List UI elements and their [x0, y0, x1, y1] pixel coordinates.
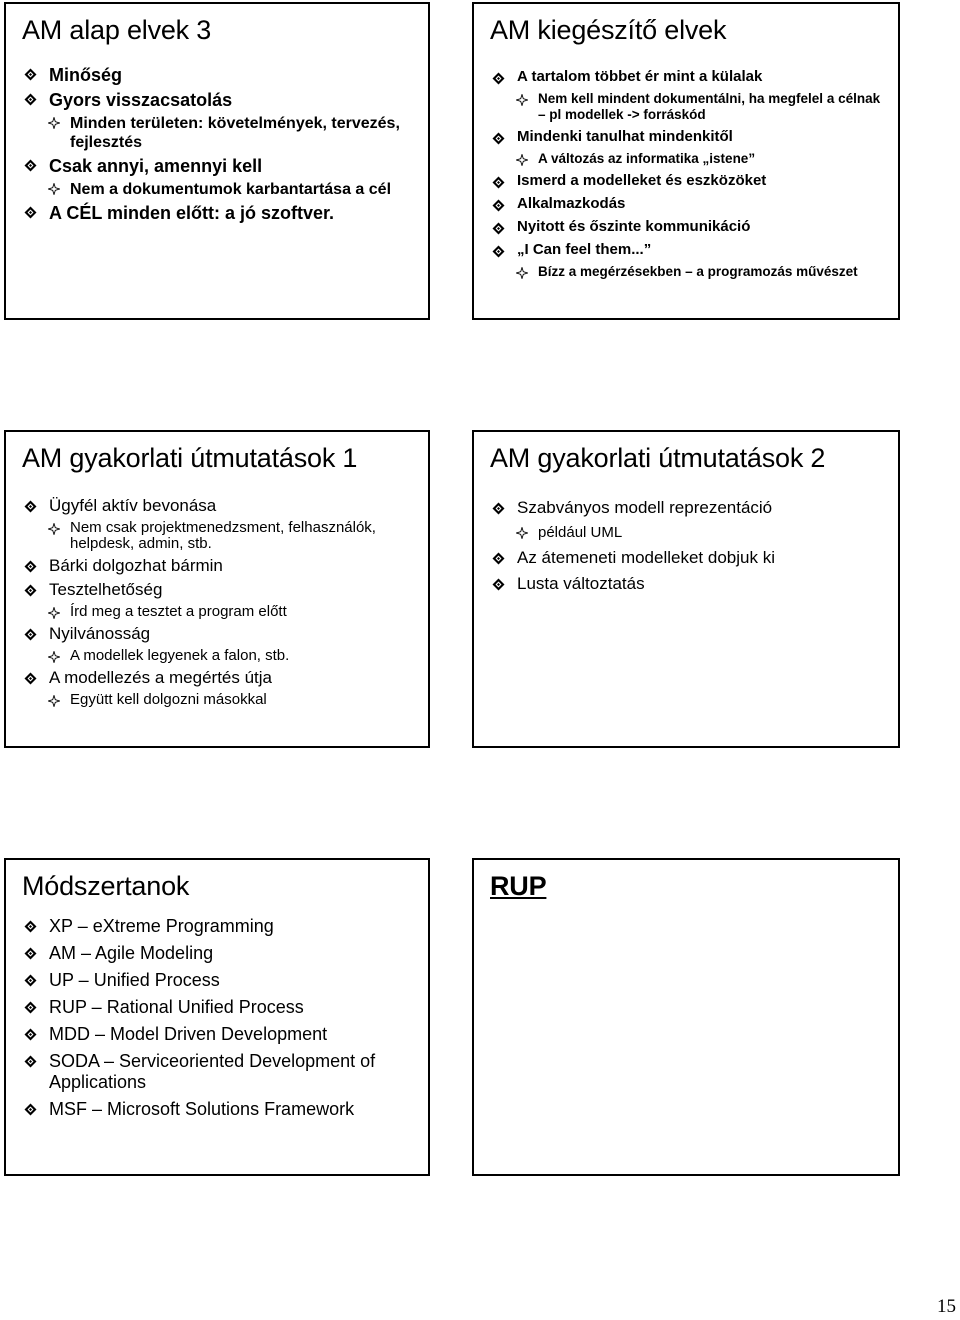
- diamond-bullet-icon: [492, 245, 505, 258]
- slide-am-gyakorlati-utmutatasok-1: [4, 430, 430, 748]
- bullet-item: [490, 195, 884, 213]
- bullet-text: RUP – Rational Unified Process: [49, 997, 304, 1017]
- slide-title: AM alap elvek 3: [22, 15, 212, 45]
- bullet-text: A modellek legyenek a falon, stb.: [70, 647, 290, 664]
- bullet-item: [22, 580, 414, 600]
- bullet-item: [22, 64, 414, 86]
- bullet-text: AM – Agile Modeling: [49, 943, 214, 963]
- bullet-text: Bárki dolgozhat bármin: [49, 556, 223, 575]
- bullet-text: Nem csak projektmenedzsment, felhasználók, helpdesk, admin, stb.: [70, 519, 376, 552]
- diamond-bullet-icon: [24, 947, 37, 960]
- slide-title: AM gyakorlati útmutatások 2: [490, 443, 826, 473]
- diamond-bullet-icon: [24, 672, 37, 685]
- bullet-list: [22, 496, 414, 708]
- diamond-bullet-icon: [24, 628, 37, 641]
- bullet-item: [22, 1051, 414, 1093]
- bullet-text: SODA – Serviceoriented Development of Applications: [49, 1051, 376, 1092]
- bullet-text: A változás az informatika „istene”: [538, 151, 756, 166]
- bullet-text: Ügyfél aktív bevonása: [49, 496, 217, 515]
- bullet-text: A CÉL minden előtt: a jó szoftver.: [49, 203, 335, 223]
- bullet-text: Nyitott és őszinte kommunikáció: [517, 218, 751, 235]
- slide-modszertanok: [4, 858, 430, 1176]
- bullet-text: Gyors visszacsatolás: [49, 90, 233, 110]
- slide-am-alap-elvek-3: [4, 2, 430, 320]
- star-bullet-icon: [48, 523, 60, 535]
- diamond-bullet-icon: [24, 1001, 37, 1014]
- bullet-text: Alkalmazkodás: [517, 195, 626, 212]
- diamond-bullet-icon: [492, 502, 505, 515]
- diamond-bullet-icon: [24, 560, 37, 573]
- sub-bullet-item: [22, 604, 414, 620]
- bullet-item: [22, 997, 414, 1018]
- diamond-bullet-icon: [492, 132, 505, 145]
- diamond-bullet-icon: [24, 93, 37, 106]
- diamond-bullet-icon: [492, 552, 505, 565]
- bullet-item: [22, 943, 414, 964]
- diamond-bullet-icon: [24, 1028, 37, 1041]
- star-bullet-icon: [516, 94, 528, 106]
- bullet-list: [22, 64, 414, 224]
- sub-bullet-item: [490, 524, 884, 542]
- bullet-item: [22, 970, 414, 991]
- sub-bullet-item: [490, 91, 884, 123]
- bullet-list: [22, 916, 414, 1120]
- bullet-text: Az átemeneti modelleket dobjuk ki: [517, 548, 775, 567]
- slide-title: AM gyakorlati útmutatások 1: [22, 443, 358, 473]
- bullet-text: Minőség: [49, 65, 123, 85]
- slide-am-kiegeszito-elvek: [472, 2, 900, 320]
- bullet-text: XP – eXtreme Programming: [49, 916, 274, 936]
- sub-bullet-item: [22, 114, 414, 152]
- diamond-bullet-icon: [24, 1055, 37, 1068]
- slide-title: AM kiegészítő elvek: [490, 15, 727, 45]
- diamond-bullet-icon: [492, 72, 505, 85]
- bullet-item: [490, 241, 884, 259]
- star-bullet-icon: [516, 154, 528, 166]
- bullet-item: [490, 574, 884, 594]
- slide-am-gyakorlati-utmutatasok-2: [472, 430, 900, 748]
- bullet-item: [22, 202, 414, 224]
- star-bullet-icon: [516, 527, 528, 539]
- diamond-bullet-icon: [24, 206, 37, 219]
- bullet-item: [22, 496, 414, 516]
- diamond-bullet-icon: [492, 199, 505, 212]
- bullet-item: [22, 89, 414, 111]
- bullet-text: Írd meg a tesztet a program előtt: [70, 603, 287, 620]
- bullet-text: „I Can feel them...”: [517, 241, 652, 258]
- bullet-text: Csak annyi, amennyi kell: [49, 156, 263, 176]
- bullet-text: MDD – Model Driven Development: [49, 1024, 328, 1044]
- diamond-bullet-icon: [24, 974, 37, 987]
- bullet-item: [22, 1024, 414, 1045]
- bullet-item: [490, 172, 884, 190]
- bullet-text: Lusta változtatás: [517, 574, 645, 593]
- bullet-text: Bízz a megérzésekben – a programozás művészet: [538, 264, 858, 279]
- star-bullet-icon: [48, 651, 60, 663]
- diamond-bullet-icon: [492, 222, 505, 235]
- star-bullet-icon: [516, 267, 528, 279]
- star-bullet-icon: [48, 607, 60, 619]
- bullet-text: például UML: [538, 524, 623, 541]
- slide-title: Módszertanok: [22, 871, 190, 901]
- bullet-text: Nyilvánosság: [49, 624, 151, 643]
- bullet-text: A modellezés a megértés útja: [49, 668, 273, 687]
- sub-bullet-item: [22, 648, 414, 664]
- bullet-item: [22, 1099, 414, 1120]
- bullet-item: [490, 218, 884, 236]
- bullet-item: [490, 68, 884, 86]
- bullet-list: [490, 68, 884, 280]
- diamond-bullet-icon: [24, 1103, 37, 1116]
- bullet-item: [22, 556, 414, 576]
- bullet-text: Minden területen: követelmények, tervezés, fejlesztés: [70, 115, 400, 151]
- bullet-text: Ismerd a modelleket és eszközöket: [517, 172, 767, 189]
- diamond-bullet-icon: [24, 920, 37, 933]
- diamond-bullet-icon: [24, 500, 37, 513]
- slide-title: RUP: [490, 871, 547, 901]
- slide-rup: [472, 858, 900, 1176]
- bullet-text: Nem kell mindent dokumentálni, ha megfelel a célnak – pl modellek -> forráskód: [538, 91, 881, 122]
- bullet-text: Tesztelhetőség: [49, 580, 163, 599]
- bullet-text: Szabványos modell reprezentáció: [517, 498, 773, 517]
- sub-bullet-item: [490, 264, 884, 280]
- bullet-item: [22, 668, 414, 688]
- sub-bullet-item: [490, 151, 884, 167]
- page-number: 15: [937, 1296, 956, 1317]
- diamond-bullet-icon: [492, 176, 505, 189]
- bullet-item: [22, 624, 414, 644]
- bullet-text: A tartalom többet ér mint a külalak: [517, 68, 763, 85]
- diamond-bullet-icon: [492, 578, 505, 591]
- bullet-text: Együtt kell dolgozni másokkal: [70, 691, 267, 708]
- diamond-bullet-icon: [24, 159, 37, 172]
- bullet-text: Nem a dokumentumok karbantartása a cél: [70, 181, 392, 198]
- star-bullet-icon: [48, 695, 60, 707]
- bullet-text: UP – Unified Process: [49, 970, 220, 990]
- bullet-item: [490, 548, 884, 568]
- bullet-text: Mindenki tanulhat mindenkitől: [517, 128, 733, 145]
- sub-bullet-item: [22, 692, 414, 708]
- bullet-item: [22, 916, 414, 937]
- bullet-item: [490, 498, 884, 518]
- diamond-bullet-icon: [24, 68, 37, 81]
- bullet-text: MSF – Microsoft Solutions Framework: [49, 1099, 355, 1119]
- sub-bullet-item: [22, 520, 414, 552]
- diamond-bullet-icon: [24, 584, 37, 597]
- bullet-item: [22, 155, 414, 177]
- star-bullet-icon: [48, 183, 60, 195]
- star-bullet-icon: [48, 117, 60, 129]
- bullet-item: [490, 128, 884, 146]
- bullet-list: [490, 498, 884, 594]
- sub-bullet-item: [22, 180, 414, 199]
